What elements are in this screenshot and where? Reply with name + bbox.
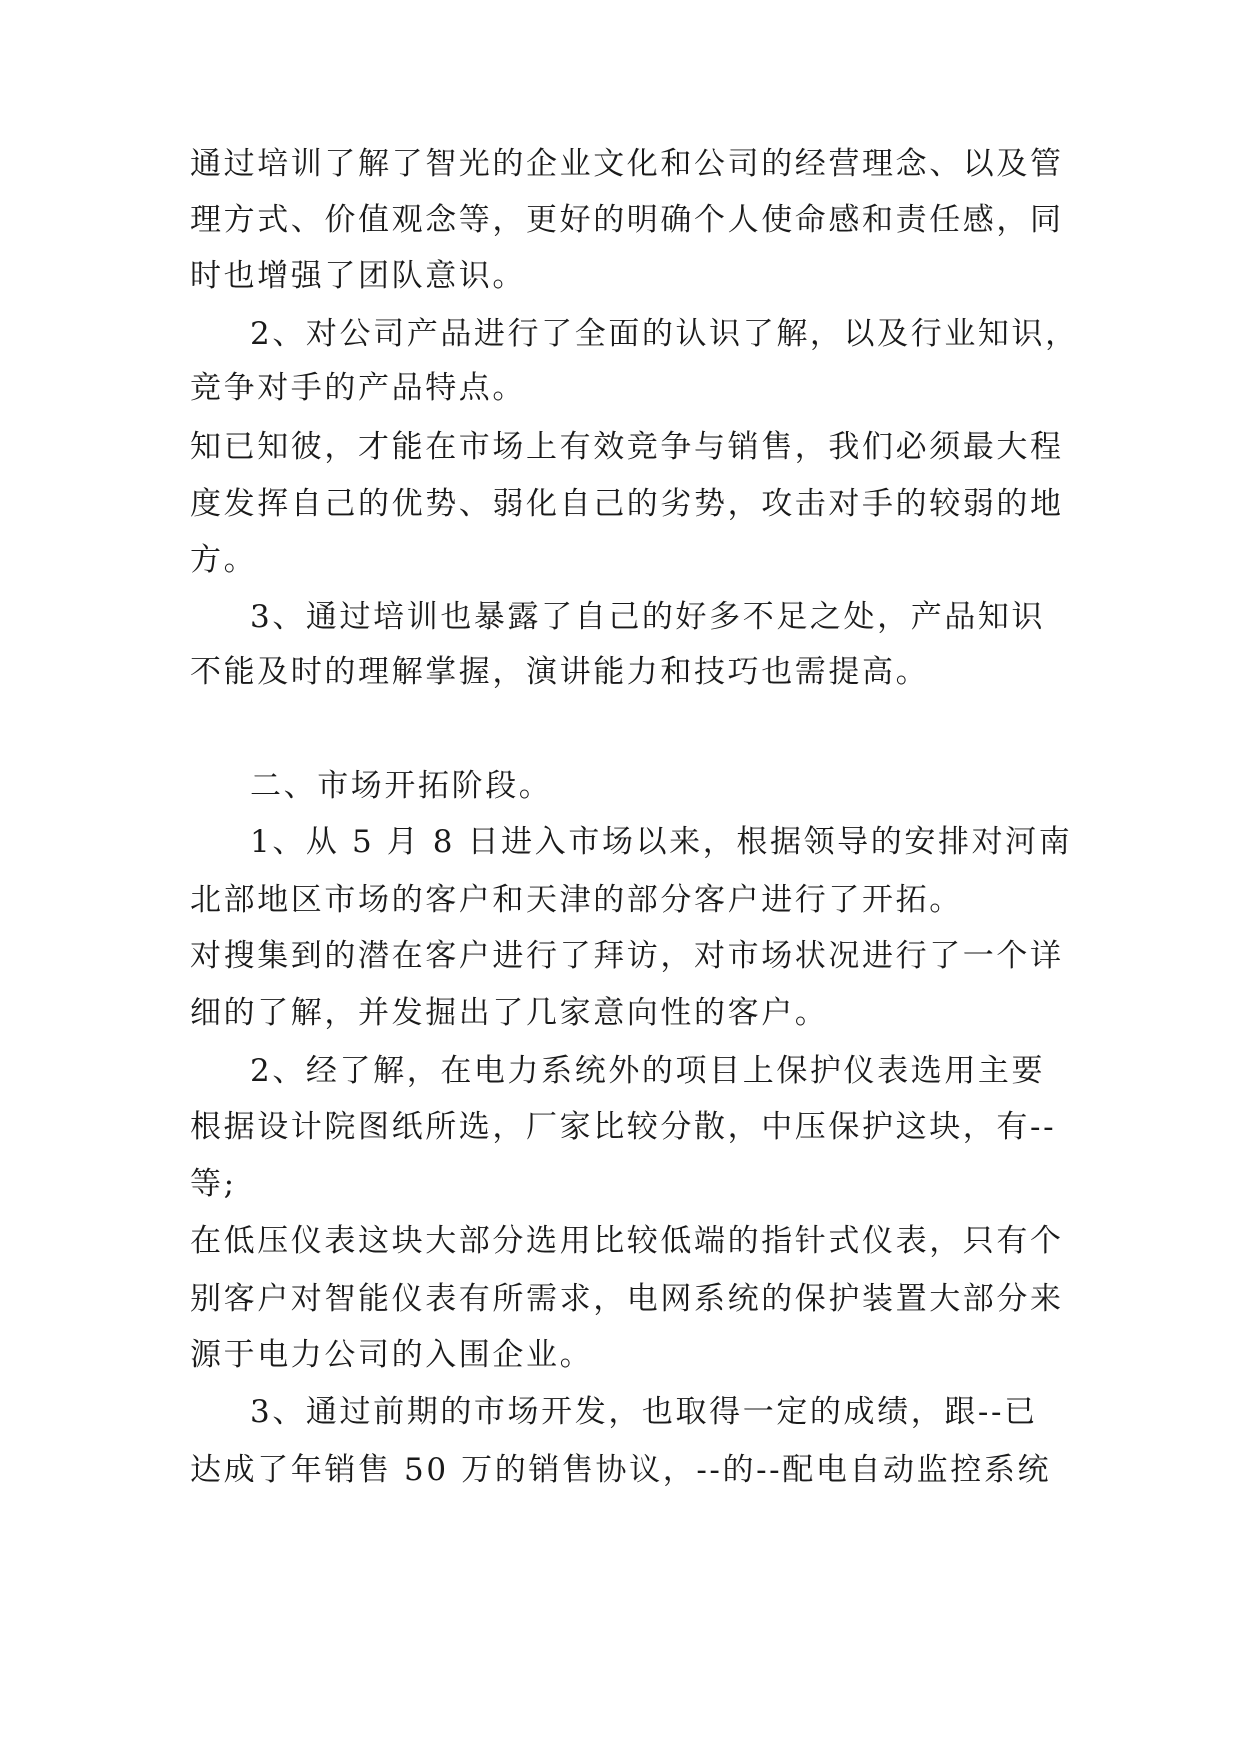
text-line: 时也增强了团队意识。	[190, 258, 526, 294]
text-line: 方。	[190, 542, 258, 578]
text-line: 通过培训了解了智光的企业文化和公司的经营理念、以及管	[190, 146, 1064, 182]
text-line: 理方式、价值观念等，更好的明确个人使命感和责任感，同	[190, 202, 1064, 238]
text-line: 达成了年销售 50 万的销售协议，--的--配电自动监控系统	[190, 1452, 1052, 1488]
section-heading: 二、市场开拓阶段。	[250, 768, 553, 804]
text-line: 在低压仪表这块大部分选用比较低端的指针式仪表，只有个	[190, 1223, 1064, 1259]
text-line: 3、通过前期的市场开发，也取得一定的成绩，跟--已	[250, 1394, 1038, 1430]
text-line: 2、对公司产品进行了全面的认识了解，以及行业知识，	[250, 316, 1079, 352]
text-line: 竞争对手的产品特点。	[190, 370, 526, 406]
text-line: 别客户对智能仪表有所需求，电网系统的保护装置大部分来	[190, 1281, 1064, 1317]
text-line: 源于电力公司的入围企业。	[190, 1337, 594, 1373]
text-line: 3、通过培训也暴露了自己的好多不足之处，产品知识	[250, 599, 1046, 635]
text-line: 不能及时的理解掌握，演讲能力和技巧也需提高。	[190, 654, 930, 690]
text-line: 2、经了解，在电力系统外的项目上保护仪表选用主要	[250, 1053, 1046, 1089]
text-line: 根据设计院图纸所选，厂家比较分散，中压保护这块，有--	[190, 1109, 1057, 1145]
text-line: 细的了解，并发掘出了几家意向性的客户。	[190, 995, 829, 1031]
text-line: 对搜集到的潜在客户进行了拜访，对市场状况进行了一个详	[190, 938, 1064, 974]
text-line: 知已知彼，才能在市场上有效竞争与销售，我们必须最大程	[190, 429, 1064, 465]
text-line: 北部地区市场的客户和天津的部分客户进行了开拓。	[190, 882, 963, 918]
text-line: 1、从 5 月 8 日进入市场以来，根据领导的安排对河南	[250, 824, 1073, 860]
text-line: 等;	[190, 1166, 237, 1202]
text-line: 度发挥自己的优势、弱化自己的劣势，攻击对手的较弱的地	[190, 486, 1064, 522]
